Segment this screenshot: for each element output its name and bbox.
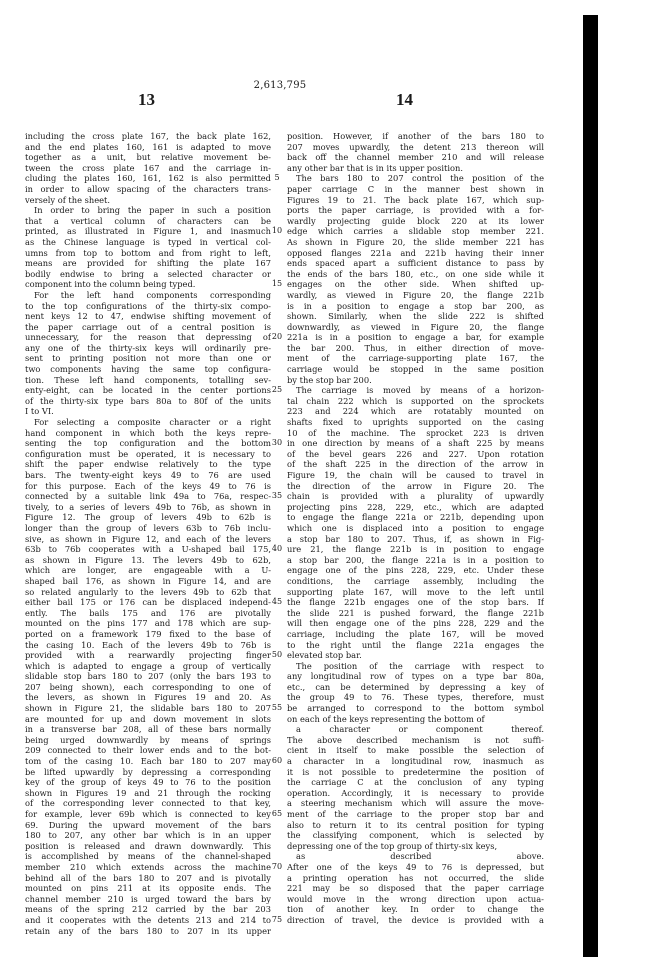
- line-number: 15: [271, 279, 283, 289]
- text-line: tion. These left hand components, totalling sev-: [25, 374, 271, 385]
- line-number: 10: [271, 226, 283, 236]
- text-line: etc., can be determined by depressing a key of: [287, 681, 544, 692]
- text-line: sent to printing position not more than one or: [25, 353, 271, 364]
- text-line: in order to allow spacing of the characters trans-: [25, 183, 271, 194]
- line-number: 75: [271, 915, 283, 925]
- text-line: 221 may be so disposed that the paper carriage: [287, 883, 544, 894]
- text-line: also to return it to its central position for typing: [287, 819, 544, 830]
- text-line: 221a is in a position to engage a bar, for example: [287, 332, 544, 343]
- text-line: behind all of the bars 180 to 207 and is pivotally: [25, 872, 271, 883]
- left-text-column: [25, 131, 271, 936]
- text-line: are mounted for up and down movement in slots: [25, 713, 271, 724]
- text-line: the flange 221b engages one of the stop bars. If: [287, 597, 544, 608]
- text-line: in one direction by means of a shaft 225 by means: [287, 438, 544, 449]
- line-number: 65: [271, 809, 283, 819]
- text-line: key of the group of keys 49 to 76 to the position: [25, 777, 271, 788]
- text-line: member 210 which extends across the machine: [25, 861, 271, 872]
- text-line: tion of another key. In order to change the: [287, 904, 544, 915]
- text-line: provided with a rearwardly projecting finger: [25, 650, 271, 661]
- right-text-column: [287, 131, 544, 926]
- text-line: tween the cross plate 167 and the carriage in-: [25, 162, 271, 173]
- text-line: means are provided for shifting the plate 167: [25, 258, 271, 269]
- text-line: back off the channel member 210 and will release: [287, 152, 544, 163]
- text-line: shown. Similarly, when the slide 222 is shifted: [287, 311, 544, 322]
- text-line: the levers, as shown in Figures 19 and 20. As: [25, 692, 271, 703]
- text-line: two components having the same top configura-: [25, 364, 271, 375]
- text-line: ure 21, the flange 221b is in position to engage: [287, 544, 544, 555]
- text-line: 223 and 224 which are rotatably mounted on: [287, 406, 544, 417]
- text-line: to engage the flange 221a or 221b, depending upon: [287, 512, 544, 523]
- text-line: position is released and drawn downwardly. This: [25, 840, 271, 851]
- line-number: 40: [271, 544, 283, 554]
- text-line: ports the paper carriage, is provided with a for-: [287, 205, 544, 216]
- text-line: depressing one of the top group of thirty-six keys,: [287, 840, 498, 851]
- text-line: cluding the plates 160, 161, 162 is also permitted: [25, 173, 271, 184]
- text-line: 69. During the upward movement of the bars: [25, 819, 271, 830]
- line-number: 45: [271, 597, 283, 607]
- text-line: is in a position to engage a stop bar 200, as: [287, 300, 544, 311]
- line-number: 60: [271, 756, 283, 766]
- text-line: 209 connected to their lower ends and to the bot-: [25, 745, 271, 756]
- text-line: a character or component thereof.: [296, 724, 544, 735]
- text-line: wardly projecting guide block 220 at its lower: [287, 215, 544, 226]
- text-line: printed, as illustrated in Figure 1, and inasmuch: [25, 226, 271, 237]
- text-line: on each of the keys representing the bottom of: [287, 713, 485, 724]
- text-line: as the Chinese language is typed in vertical col-: [25, 236, 271, 247]
- text-line: 180 to 207, any other bar which is in an upper: [25, 830, 271, 841]
- text-line: tively, to a series of levers 49b to 76b, as shown in: [25, 501, 271, 512]
- text-line: as shown in Figure 13. The levers 49b to 62b,: [25, 554, 271, 565]
- text-line: For selecting a composite character or a right: [34, 417, 271, 428]
- text-line: of the thirty-six type bars 80a to 80f of the units: [25, 395, 271, 406]
- text-line: position. However, if another of the bars 180 to: [287, 131, 544, 141]
- text-line: supporting plate 167, will move to the left until: [287, 586, 544, 597]
- text-line: the carriage C at the conclusion of any typing: [287, 777, 544, 788]
- text-line: is accomplished by means of the channel-shaped: [25, 851, 271, 862]
- patent-number: 2,613,795: [253, 80, 307, 91]
- text-line: any longitudinal row of types on a type bar 80a,: [287, 671, 544, 682]
- text-line: engage one of the pins 228, 229, etc. Under these: [287, 565, 544, 576]
- text-line: tom of the casing 10. Each bar 180 to 207 may: [25, 756, 271, 767]
- text-line: the bar 200. Thus, in either direction of move-: [287, 342, 544, 353]
- text-line: bars. The twenty-eight keys 49 to 76 are used: [25, 470, 271, 480]
- text-line: operation. Accordingly, it is necessary to provide: [287, 787, 544, 798]
- text-line: a stop bar 180 to 207. Thus, if, as shown in Fig-: [287, 533, 544, 544]
- text-line: as described above.: [296, 851, 544, 862]
- text-line: shaped bail 176, as shown in Figure 14, and are: [25, 575, 271, 586]
- text-line: carriage would be stopped in the same position: [287, 364, 544, 375]
- text-line: edge which carries a slidable stop member 221.: [287, 226, 544, 237]
- text-line: a steering mechanism which will assure the move-: [287, 798, 544, 809]
- line-number: 70: [271, 862, 283, 872]
- text-line: the classifying component, which is selected by: [287, 830, 544, 841]
- text-line: In order to bring the paper in such a position: [34, 205, 271, 216]
- line-number: 5: [274, 173, 280, 183]
- text-line: for this purpose. Each of the keys 49 to 76 is: [25, 480, 271, 491]
- text-line: As shown in Figure 20, the slide member 221 has: [287, 236, 544, 247]
- text-line: ently. The bails 175 and 176 are pivotally: [25, 607, 271, 618]
- line-number: 35: [271, 491, 283, 501]
- text-line: the direction of the arrow in Figure 20. The: [287, 480, 544, 491]
- text-line: The position of the carriage with respect to: [296, 660, 544, 671]
- text-line: 207 being shown), each corresponding to one of: [25, 681, 271, 692]
- text-line: elevated stop bar.: [287, 650, 362, 661]
- text-line: tal chain 222 which is supported on the sprockets: [287, 395, 544, 406]
- text-line: ported on a framework 179 fixed to the base of: [25, 628, 271, 639]
- text-line: channel member 210 is urged toward the bars by: [25, 893, 271, 904]
- text-line: so related angularly to the levers 49b to 62b that: [25, 586, 271, 597]
- text-line: will then engage one of the pins 228, 229 and the: [287, 618, 544, 629]
- text-line: ends spaced apart a sufficient distance to pass by: [287, 258, 544, 269]
- line-number: 30: [271, 438, 283, 448]
- text-line: nent keys 12 to 47, endwise shifting movement of: [25, 311, 271, 322]
- text-line: Figure 19, the chain will be caused to travel in: [287, 470, 544, 480]
- text-line: any one of the thirty-six keys will ordinarily pre-: [25, 342, 271, 353]
- text-line: The carriage is moved by means of a horizon-: [296, 385, 544, 396]
- text-line: The bars 180 to 207 control the position of the: [296, 173, 544, 184]
- text-line: direction of travel, the device is provided with a: [287, 914, 544, 925]
- text-line: Figure 12. The group of levers 49b to 62b is: [25, 512, 271, 523]
- text-line: which one is displaced into a position to engage: [287, 522, 544, 533]
- text-line: ment of the carriage to the proper stop bar and: [287, 809, 544, 819]
- text-line: umns from top to bottom and from right to left,: [25, 247, 271, 258]
- text-line: connected by a suitable link 49a to 76a, respec-: [25, 491, 271, 502]
- text-line: bodily endwise to bring a selected character or: [25, 268, 271, 279]
- line-number: 55: [271, 703, 283, 713]
- text-line: projecting pins 228, 229, etc., which are adapted: [287, 501, 544, 512]
- text-line: to the top configurations of the thirty-six compo-: [25, 300, 271, 311]
- text-line: longer than the group of levers 63b to 76b inclu-: [25, 522, 271, 533]
- text-line: of the shaft 225 in the direction of the arrow in: [287, 459, 544, 470]
- text-line: carriage, including the plate 167, will be moved: [287, 628, 544, 639]
- text-line: in a transverse bar 208, all of these bars normally: [25, 724, 271, 735]
- text-line: a character in a longitudinal row, inasmuch as: [287, 756, 544, 767]
- text-line: and the end plates 160, 161 is adapted to move: [25, 141, 271, 152]
- text-line: After one of the keys 49 to 76 is depressed, but: [287, 861, 544, 872]
- line-number: 20: [271, 332, 283, 342]
- text-line: that a vertical column of characters can be: [25, 215, 271, 226]
- text-line: to the right until the flange 221a engages the: [287, 639, 544, 650]
- text-line: chain is provided with a plurality of upwardly: [287, 491, 544, 502]
- text-line: 63b to 76b cooperates with a U-shaped bail 175,: [25, 544, 271, 555]
- text-line: for example, lever 69b which is connected to key: [25, 809, 271, 819]
- text-line: slidable stop bars 180 to 207 (only the bars 193 to: [25, 671, 271, 682]
- column-number-left: 13: [138, 90, 155, 109]
- column-number-right: 14: [396, 90, 413, 109]
- text-line: mounted on the pins 177 and 178 which are sup-: [25, 618, 271, 629]
- text-line: For the left hand components corresponding: [34, 289, 271, 300]
- text-line: component into the column being typed.: [25, 279, 196, 290]
- text-line: Figures 19 to 21. The back plate 167, which sup-: [287, 194, 544, 205]
- scan-edge-bar: [583, 15, 598, 957]
- text-line: I to VI.: [25, 406, 54, 417]
- text-line: engages on the other side. When shifted up-: [287, 279, 544, 290]
- text-line: enty-eight, can be located in the center portions: [25, 385, 271, 396]
- text-line: the slide 221 is pushed forward, the flange 221b: [287, 607, 544, 618]
- text-line: wardly, as viewed in Figure 20, the flange 221b: [287, 289, 544, 300]
- text-line: which is adapted to engage a group of vertically: [25, 660, 271, 671]
- line-number: 25: [271, 385, 283, 395]
- text-line: ment of the carriage-supporting plate 167, the: [287, 353, 544, 364]
- text-line: it is not possible to predetermine the position of: [287, 766, 544, 777]
- text-line: be arranged to correspond to the bottom symbol: [287, 703, 544, 714]
- text-line: either bail 175 or 176 can be displaced independ-: [25, 597, 271, 608]
- text-line: a printing operation has not occurred, the slide: [287, 872, 544, 883]
- text-line: the casing 10. Each of the levers 49b to 76b is: [25, 639, 271, 650]
- text-line: conditions, the carriage assembly, including the: [287, 575, 544, 586]
- text-line: the ends of the bars 180, etc., on one side while it: [287, 268, 544, 279]
- text-line: of the corresponding lever connected to that key,: [25, 798, 271, 809]
- text-line: being urged downwardly by means of springs: [25, 734, 271, 745]
- text-line: opposed flanges 221a and 221b having their inner: [287, 247, 544, 258]
- text-line: The above described mechanism is not suffi-: [287, 734, 544, 745]
- text-line: any other bar that is in its upper position.: [287, 162, 463, 173]
- text-line: unnecessary, for the reason that depressing of: [25, 332, 271, 343]
- text-line: mounted on pins 211 at its opposite ends. The: [25, 883, 271, 894]
- text-line: of the bevel gears 226 and 227. Upon rotation: [287, 448, 544, 459]
- text-line: shafts fixed to uprights supported on the casing: [287, 417, 544, 428]
- text-line: be lifted upwardly by depressing a corresponding: [25, 766, 271, 777]
- text-line: hand component in which both the keys repre-: [25, 427, 271, 438]
- text-line: which are longer, are engageable with a U-: [25, 565, 271, 576]
- text-line: 10 of the machine. The sprocket 223 is driven: [287, 427, 544, 438]
- text-line: by the stop bar 200.: [287, 374, 372, 385]
- text-line: the paper carriage out of a central position is: [25, 321, 271, 332]
- text-line: a stop bar 200, the flange 221a is in a position to: [287, 554, 544, 565]
- text-line: would move in the wrong direction upon actua-: [287, 893, 544, 904]
- text-line: versely of the sheet.: [25, 194, 111, 205]
- text-line: shown in Figure 21, the slidable bars 180 to 207: [25, 703, 271, 714]
- text-line: shift the paper endwise relatively to the type: [25, 459, 271, 470]
- text-line: means of the spring 212 carried by the bar 203: [25, 904, 271, 915]
- text-line: paper carriage C in the manner best shown in: [287, 183, 544, 194]
- text-line: the group 49 to 76. These types, therefore, must: [287, 692, 544, 703]
- text-line: cient in itself to make possible the selection of: [287, 745, 544, 756]
- text-line: retain any of the bars 180 to 207 in its upper: [25, 925, 271, 936]
- text-line: senting the top configuration and the bottom: [25, 438, 271, 449]
- text-line: and it cooperates with the detents 213 and 214 to: [25, 914, 271, 925]
- text-line: sive, as shown in Figure 12, and each of the levers: [25, 533, 271, 544]
- text-line: 207 moves upwardly, the detent 213 thereon will: [287, 141, 544, 152]
- text-line: shown in Figures 19 and 21 through the rocking: [25, 787, 271, 798]
- text-line: downwardly, as viewed in Figure 20, the flange: [287, 321, 544, 332]
- line-number: 50: [271, 650, 283, 660]
- text-line: including the cross plate 167, the back plate 162,: [25, 131, 271, 141]
- text-line: together as a unit, but relative movement be-: [25, 152, 271, 163]
- text-line: configuration must be operated, it is necessary to: [25, 448, 271, 459]
